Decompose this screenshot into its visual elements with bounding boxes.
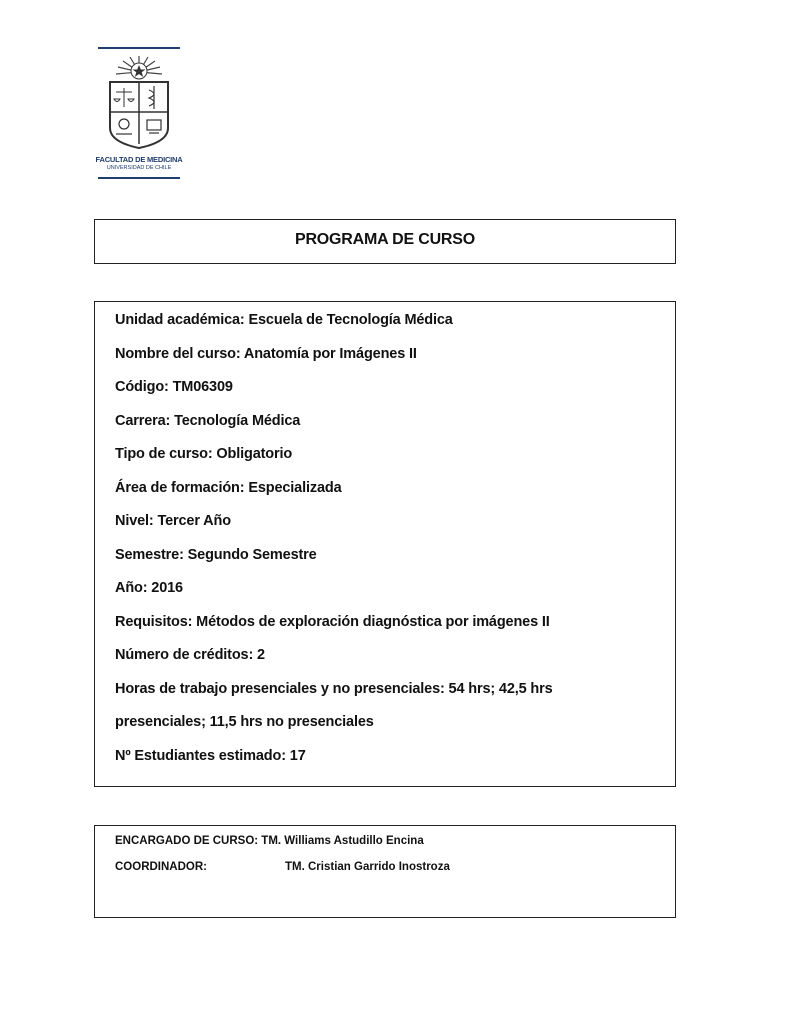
info-line-estudiantes: Nº Estudiantes estimado: 17 — [115, 748, 306, 764]
staff-box — [94, 825, 676, 918]
logo-bottom-rule — [98, 177, 180, 179]
info-line-unidad: Unidad académica: Escuela de Tecnología Médica — [115, 312, 453, 328]
info-line-creditos: Número de créditos: 2 — [115, 647, 265, 663]
info-line-nombre: Nombre del curso: Anatomía por Imágenes II — [115, 346, 417, 362]
info-line-horas: Horas de trabajo presenciales y no presenciales: 54 hrs; 42,5 hrs — [115, 681, 553, 697]
info-line-horas-cont: presenciales; 11,5 hrs no presenciales — [115, 714, 374, 730]
info-line-nivel: Nivel: Tercer Año — [115, 513, 231, 529]
info-line-tipo: Tipo de curso: Obligatorio — [115, 446, 293, 462]
info-line-codigo: Código: TM06309 — [115, 379, 233, 395]
info-line-semestre: Semestre: Segundo Semestre — [115, 547, 317, 563]
university-coat-of-arms-icon — [94, 44, 184, 152]
faculty-logo — [94, 44, 184, 182]
encargado-line: ENCARGADO DE CURSO: TM. Williams Astudillo Encina — [115, 835, 424, 847]
coordinador-line — [115, 861, 450, 873]
info-line-anio: Año: 2016 — [115, 580, 183, 596]
coordinador-label: COORDINADOR: — [115, 861, 207, 873]
page-title: PROGRAMA DE CURSO — [294, 231, 475, 248]
info-line-carrera: Carrera: Tecnología Médica — [115, 413, 301, 429]
course-info-box — [94, 301, 676, 787]
title-box — [94, 219, 676, 264]
logo-subtitle: UNIVERSIDAD DE CHILE — [106, 165, 172, 171]
info-line-requisitos: Requisitos: Métodos de exploración diagnóstica por imágenes II — [115, 614, 550, 630]
logo-title: FACULTAD DE MEDICINA — [95, 155, 183, 164]
coordinador-value: TM. Cristian Garrido Inostroza — [285, 861, 450, 873]
info-line-area: Área de formación: Especializada — [115, 480, 342, 496]
